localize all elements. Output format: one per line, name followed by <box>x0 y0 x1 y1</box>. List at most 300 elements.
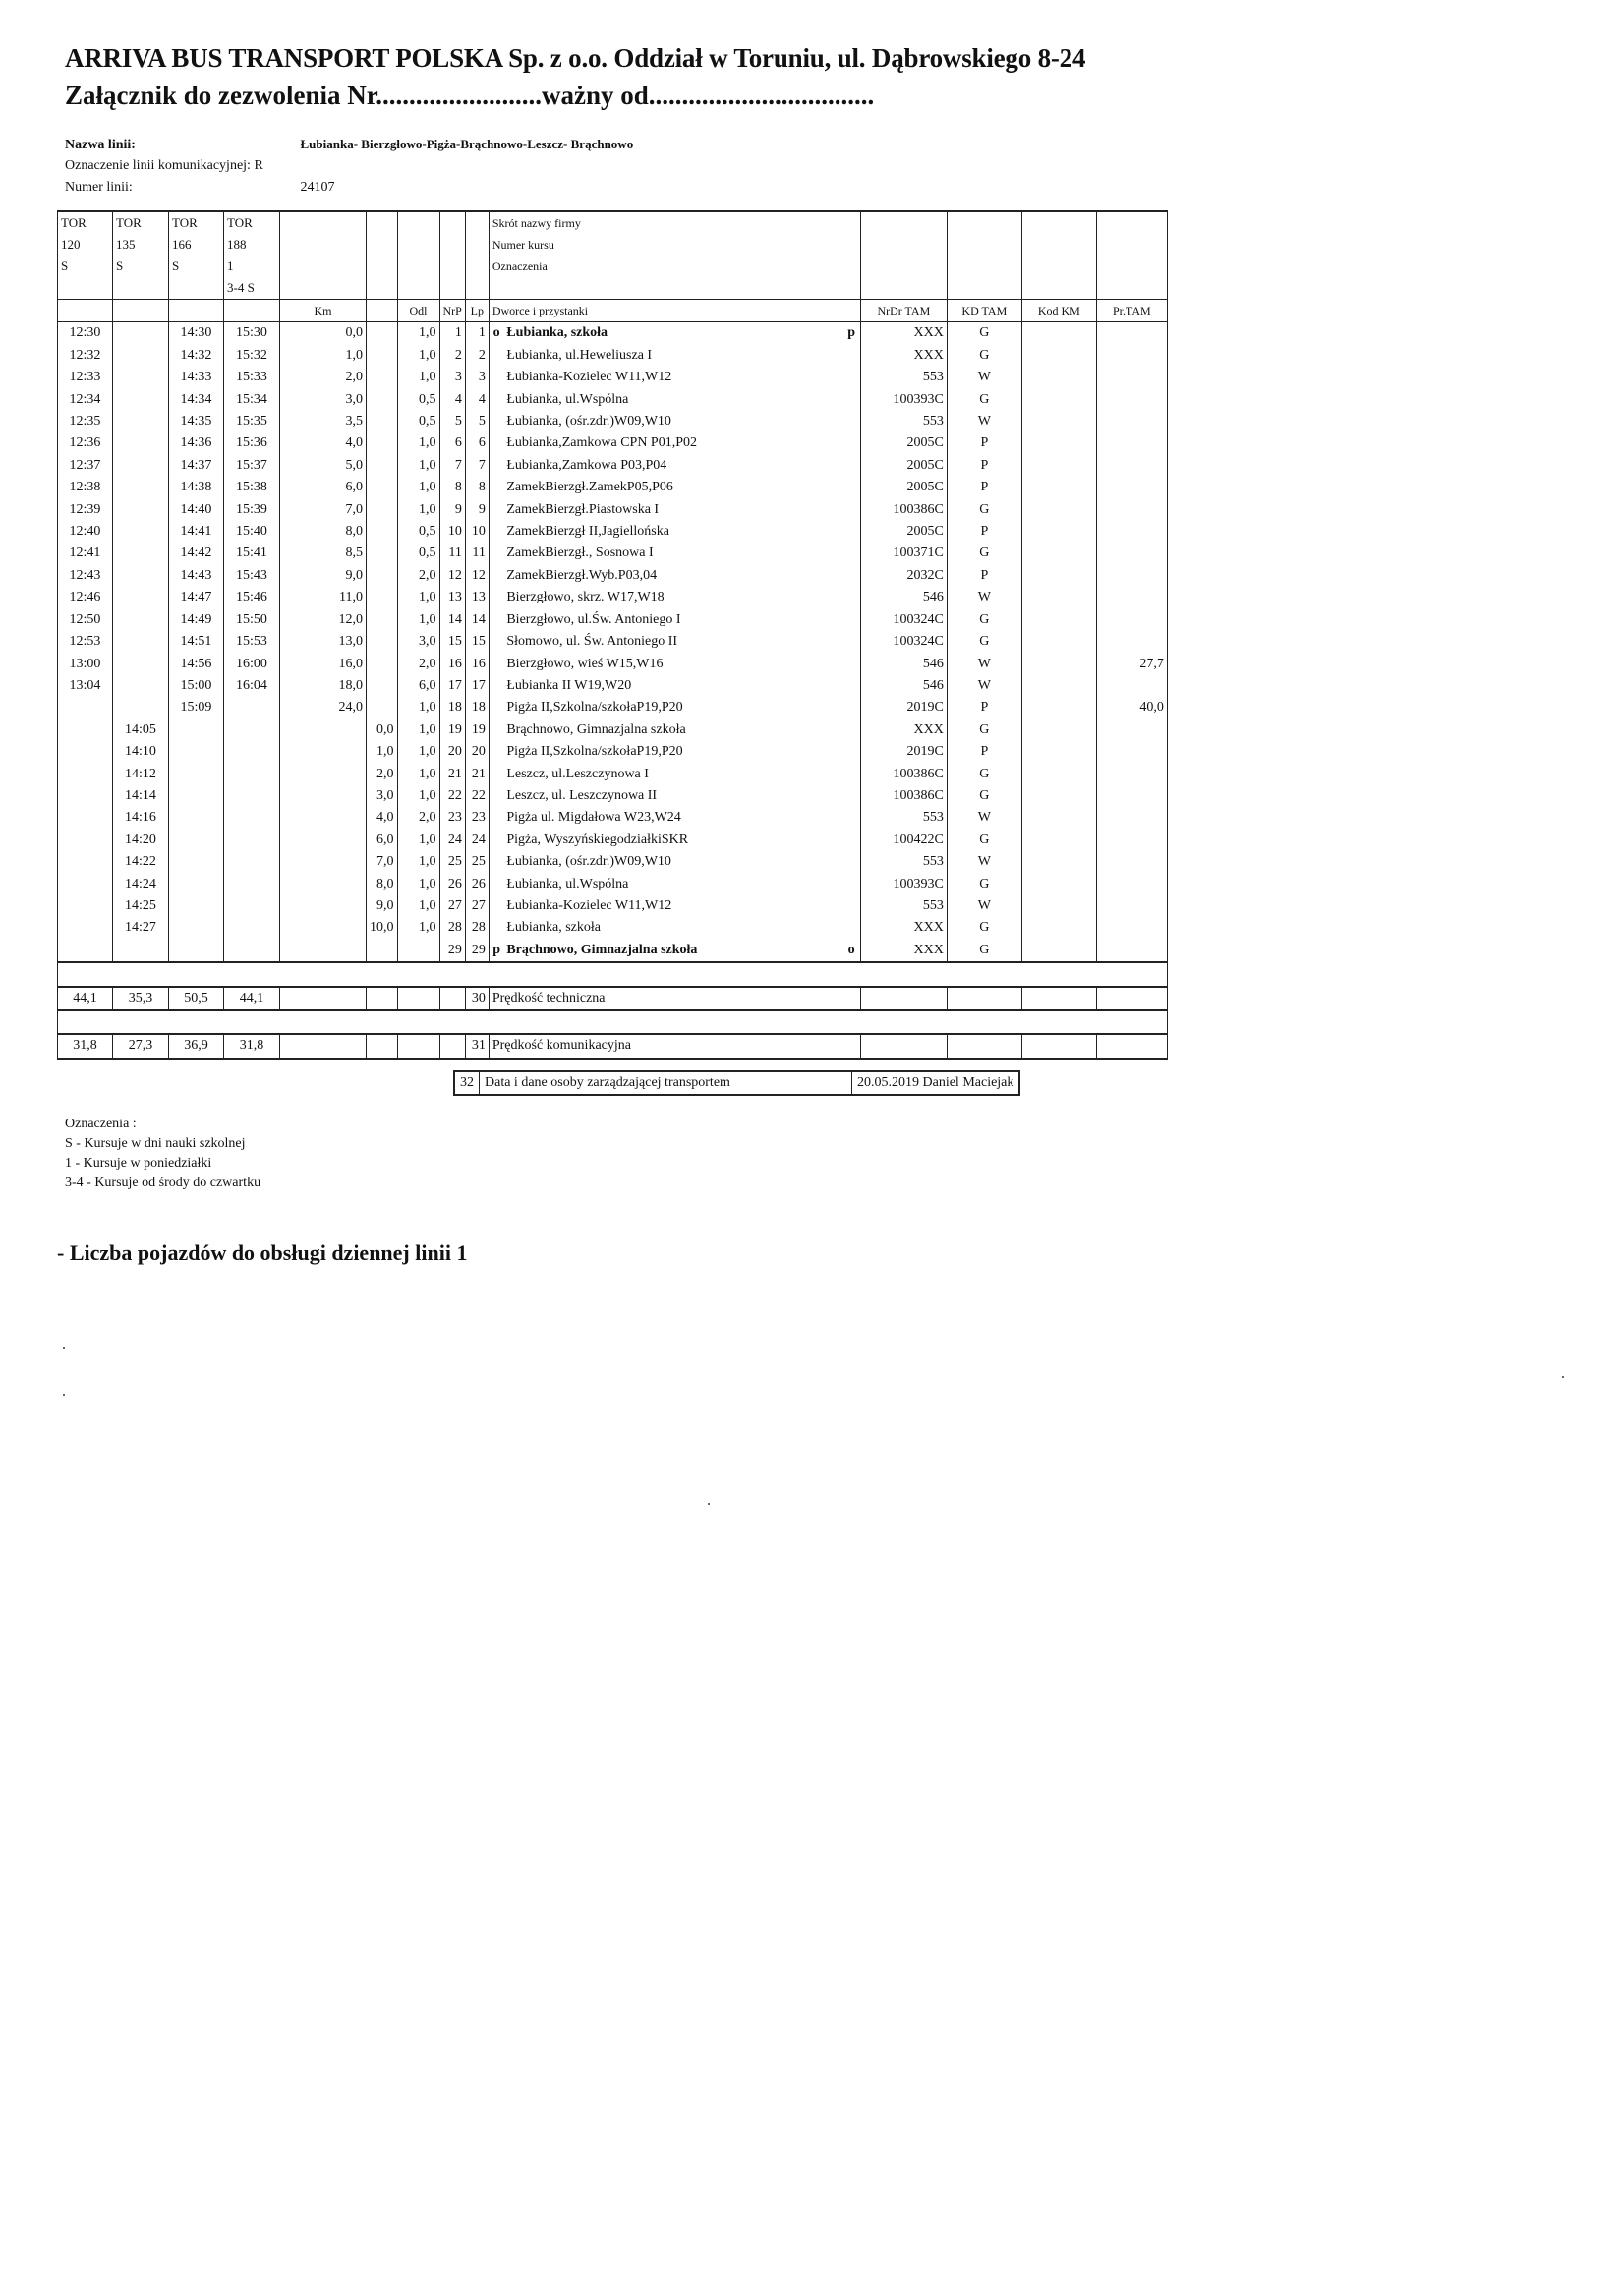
firm-info-header: Skrót nazwy firmy Numer kursu Oznaczenia <box>489 211 860 300</box>
pr-tam <box>1096 874 1167 895</box>
lp: 13 <box>465 587 489 608</box>
odl: 1,0 <box>397 851 439 873</box>
kod-km <box>1021 389 1096 411</box>
stop-mark-right <box>842 874 860 895</box>
pr-tam <box>1096 322 1167 345</box>
pr-tam: 40,0 <box>1096 697 1167 718</box>
line-name-label: Nazwa linii: <box>65 138 136 152</box>
km2 <box>367 477 398 498</box>
kd-tam: G <box>947 322 1021 345</box>
tor120-time: 12:30 <box>58 322 113 345</box>
speed-value: 44,1 <box>224 987 280 1010</box>
nrdr-tam: 546 <box>860 675 947 697</box>
kod-km <box>1021 785 1096 807</box>
nrdr-tam: 100386C <box>860 499 947 521</box>
nrp: 8 <box>439 477 465 498</box>
stop-mark-right <box>842 367 860 388</box>
nrp: 25 <box>439 851 465 873</box>
tor188-time <box>224 764 280 785</box>
timetable-row <box>58 741 1168 763</box>
tor188-time: 15:38 <box>224 477 280 498</box>
km2: 3,0 <box>367 785 398 807</box>
tor188-time: 15:30 <box>224 322 280 345</box>
tor135-time <box>113 940 169 962</box>
km <box>280 851 367 873</box>
line-number-label: Numer linii: <box>65 180 133 195</box>
tor166-time: 14:42 <box>169 543 224 564</box>
tor188-time: 16:00 <box>224 654 280 675</box>
nrdr-tam: 2005C <box>860 432 947 454</box>
pr-tam <box>1096 785 1167 807</box>
tor188-time: 15:53 <box>224 631 280 653</box>
stop-name: Bierzgłowo, ul.Św. Antoniego I <box>506 611 681 627</box>
tor188-time <box>224 895 280 917</box>
tor188-time: 16:04 <box>224 675 280 697</box>
tor135-time <box>113 565 169 587</box>
kod-km <box>1021 675 1096 697</box>
odl: 1,0 <box>397 830 439 851</box>
tor135-time: 14:10 <box>113 741 169 763</box>
col-stops: Dworce i przystanki <box>489 300 860 322</box>
odl: 1,0 <box>397 432 439 454</box>
odl: 1,0 <box>397 477 439 498</box>
nrdr-tam: 553 <box>860 411 947 432</box>
km: 0,0 <box>280 322 367 345</box>
timetable-row <box>58 367 1168 388</box>
kod-km <box>1021 874 1096 895</box>
tor166-time: 14:32 <box>169 345 224 367</box>
stop-mark-right <box>842 851 860 873</box>
tor188-time: 15:46 <box>224 587 280 608</box>
kod-km <box>1021 609 1096 631</box>
timetable-body <box>58 211 1168 1059</box>
stop-mark-left <box>489 432 503 454</box>
kd-tam: P <box>947 565 1021 587</box>
stop-mark-right <box>842 587 860 608</box>
kod-km <box>1021 521 1096 543</box>
stop-mark-left <box>489 785 503 807</box>
stop-mark-left <box>489 521 503 543</box>
odl: 1,0 <box>397 764 439 785</box>
nrp: 14 <box>439 609 465 631</box>
kod-km <box>1021 764 1096 785</box>
stop-name: ZamekBierzgł II,Jagiellońska <box>506 524 669 540</box>
lp: 26 <box>465 874 489 895</box>
odl: 1,0 <box>397 917 439 939</box>
tor135-time: 14:27 <box>113 917 169 939</box>
km: 11,0 <box>280 587 367 608</box>
timetable-row <box>58 322 1168 345</box>
stop-mark-right <box>842 895 860 917</box>
lp: 5 <box>465 411 489 432</box>
tor135-time <box>113 345 169 367</box>
nrdr-tam: 100393C <box>860 389 947 411</box>
nrdr-tam: XXX <box>860 940 947 962</box>
timetable-row <box>58 389 1168 411</box>
pr-tam <box>1096 675 1167 697</box>
timetable-row <box>58 895 1168 917</box>
tor135-time <box>113 631 169 653</box>
date-row-label: Data i dane osoby zarządzającej transportem <box>480 1072 852 1094</box>
km: 12,0 <box>280 609 367 631</box>
tor188-time: 15:50 <box>224 609 280 631</box>
nrdr-tam: 100324C <box>860 609 947 631</box>
kod-km <box>1021 367 1096 388</box>
odl: 1,0 <box>397 345 439 367</box>
lp: 1 <box>465 322 489 345</box>
odl: 6,0 <box>397 675 439 697</box>
stop-mark-left <box>489 477 503 498</box>
km2 <box>367 675 398 697</box>
tor120-time: 12:33 <box>58 367 113 388</box>
nrp: 29 <box>439 940 465 962</box>
kod-km <box>1021 830 1096 851</box>
stop-mark-right <box>842 477 860 498</box>
km2 <box>367 940 398 962</box>
timetable-row <box>58 631 1168 653</box>
lp: 15 <box>465 631 489 653</box>
kod-km <box>1021 543 1096 564</box>
stop-mark-right <box>842 345 860 367</box>
timetable-row <box>58 764 1168 785</box>
km2 <box>367 367 398 388</box>
tor188-time <box>224 874 280 895</box>
odl: 1,0 <box>397 697 439 718</box>
speed-value: 31,8 <box>58 1034 113 1058</box>
km2 <box>367 609 398 631</box>
stop-mark-right <box>842 543 860 564</box>
column-header-row <box>58 300 1168 322</box>
line-number-value: 24107 <box>300 180 335 195</box>
line-mark-value: R <box>254 158 263 173</box>
nrp: 4 <box>439 389 465 411</box>
kod-km <box>1021 587 1096 608</box>
timetable-row <box>58 521 1168 543</box>
tor135-time <box>113 697 169 718</box>
kd-tam: G <box>947 389 1021 411</box>
km: 24,0 <box>280 697 367 718</box>
kod-km <box>1021 455 1096 477</box>
timetable-row <box>58 940 1168 962</box>
stop-mark-left <box>489 587 503 608</box>
km: 2,0 <box>280 367 367 388</box>
stop-mark-left <box>489 697 503 718</box>
stop-name: Pigża II,Szkolna/szkołaP19,P20 <box>506 700 683 716</box>
km <box>280 807 367 829</box>
kod-km <box>1021 432 1096 454</box>
tor120-time: 12:32 <box>58 345 113 367</box>
tor120-time <box>58 830 113 851</box>
tor120-time: 13:00 <box>58 654 113 675</box>
stop-name: Łubianka, szkoła <box>506 325 608 341</box>
kd-tam: W <box>947 411 1021 432</box>
km: 3,5 <box>280 411 367 432</box>
timetable-row <box>58 697 1168 718</box>
kd-tam: P <box>947 697 1021 718</box>
stop-mark-left <box>489 411 503 432</box>
km2: 1,0 <box>367 741 398 763</box>
km2 <box>367 654 398 675</box>
nrp: 26 <box>439 874 465 895</box>
scan-speck <box>708 1503 710 1505</box>
kd-tam: W <box>947 807 1021 829</box>
timetable-row <box>58 830 1168 851</box>
lp: 4 <box>465 389 489 411</box>
lp: 3 <box>465 367 489 388</box>
lp: 23 <box>465 807 489 829</box>
odl: 0,5 <box>397 411 439 432</box>
nrp: 27 <box>439 895 465 917</box>
nrp: 21 <box>439 764 465 785</box>
timetable-row <box>58 785 1168 807</box>
km2: 8,0 <box>367 874 398 895</box>
col-lp: Lp <box>465 300 489 322</box>
tor188-time: 15:41 <box>224 543 280 564</box>
odl: 1,0 <box>397 322 439 345</box>
stop-name: Łubianka, ul.Wspólna <box>506 876 629 891</box>
nrp: 22 <box>439 785 465 807</box>
tor166-time: 14:40 <box>169 499 224 521</box>
lp: 7 <box>465 455 489 477</box>
timetable-row <box>58 543 1168 564</box>
tor135-time <box>113 521 169 543</box>
tor166-time <box>169 895 224 917</box>
stop-mark-right <box>842 565 860 587</box>
kd-tam: G <box>947 940 1021 962</box>
tor166-time: 14:36 <box>169 432 224 454</box>
tor-header-row <box>58 211 1168 300</box>
lp: 24 <box>465 830 489 851</box>
tor166-time: 14:38 <box>169 477 224 498</box>
kod-km <box>1021 895 1096 917</box>
kod-km <box>1021 851 1096 873</box>
nrdr-tam: 553 <box>860 807 947 829</box>
stop-mark-left <box>489 345 503 367</box>
stop-mark-left <box>489 631 503 653</box>
vehicle-count-note: - Liczba pojazdów do obsługi dziennej linii 1 <box>57 1240 468 1265</box>
kod-km <box>1021 654 1096 675</box>
timetable-row <box>58 609 1168 631</box>
timetable <box>57 210 1168 1060</box>
nrdr-tam: 100371C <box>860 543 947 564</box>
lp: 12 <box>465 565 489 587</box>
lp: 21 <box>465 764 489 785</box>
tor135-time: 14:25 <box>113 895 169 917</box>
odl: 2,0 <box>397 565 439 587</box>
stop-name: ZamekBierzgł.Wyb.P03,04 <box>506 567 658 583</box>
tor188-time <box>224 697 280 718</box>
kd-tam: W <box>947 367 1021 388</box>
stop-mark-left <box>489 543 503 564</box>
tor188-time: 15:43 <box>224 565 280 587</box>
speed-row-number: 30 <box>465 987 489 1010</box>
scan-speck <box>63 1394 65 1396</box>
kod-km <box>1021 477 1096 498</box>
nrp: 19 <box>439 719 465 741</box>
odl: 1,0 <box>397 785 439 807</box>
km <box>280 940 367 962</box>
speed-value: 36,9 <box>169 1034 224 1058</box>
stop-mark-right: o <box>842 940 860 962</box>
stop-mark-left <box>489 389 503 411</box>
timetable-row <box>58 411 1168 432</box>
odl: 1,0 <box>397 895 439 917</box>
tor120-time: 12:53 <box>58 631 113 653</box>
stop-mark-left <box>489 830 503 851</box>
lp: 18 <box>465 697 489 718</box>
odl <box>397 940 439 962</box>
stop-mark-right <box>842 764 860 785</box>
line-mark-row <box>65 155 633 177</box>
km: 6,0 <box>280 477 367 498</box>
lp: 16 <box>465 654 489 675</box>
km: 16,0 <box>280 654 367 675</box>
tor188-time <box>224 917 280 939</box>
stop-mark-left <box>489 654 503 675</box>
kod-km <box>1021 565 1096 587</box>
stop-name: Łubianka II W19,W20 <box>506 677 632 693</box>
km: 4,0 <box>280 432 367 454</box>
timetable-row <box>58 477 1168 498</box>
stop-mark-right <box>842 499 860 521</box>
speed-value: 44,1 <box>58 987 113 1010</box>
stop-name: Łubianka, ul.Heweliusza I <box>506 347 653 363</box>
tor188-time: 15:40 <box>224 521 280 543</box>
km2 <box>367 565 398 587</box>
tor166-time: 14:41 <box>169 521 224 543</box>
date-row-number: 32 <box>455 1072 480 1094</box>
tor166-time: 14:35 <box>169 411 224 432</box>
km <box>280 874 367 895</box>
nrdr-tam: 100324C <box>860 631 947 653</box>
stop-mark-right <box>842 432 860 454</box>
stop-mark-right <box>842 521 860 543</box>
col-prtam: Pr.TAM <box>1096 300 1167 322</box>
tor166-time: 14:37 <box>169 455 224 477</box>
pr-tam <box>1096 719 1167 741</box>
legend-title: Oznaczenia : <box>65 1117 137 1131</box>
transport-manager-box <box>453 1070 1020 1096</box>
km <box>280 895 367 917</box>
line-name-value: Łubianka- Bierzgłowo-Pigża-Brąchnowo-Leszcz- Brąchnowo <box>300 137 634 151</box>
nrdr-tam: 100422C <box>860 830 947 851</box>
kod-km <box>1021 807 1096 829</box>
nrdr-tam: 2005C <box>860 521 947 543</box>
stop-name: Łubianka,Zamkowa CPN P01,P02 <box>506 435 697 451</box>
lp: 14 <box>465 609 489 631</box>
km2 <box>367 322 398 345</box>
odl: 1,0 <box>397 499 439 521</box>
stop-name: ZamekBierzgł., Sosnowa I <box>506 545 654 561</box>
km2: 9,0 <box>367 895 398 917</box>
pr-tam <box>1096 345 1167 367</box>
tor120-time: 12:50 <box>58 609 113 631</box>
tor166-time <box>169 851 224 873</box>
col-nrp: NrP <box>439 300 465 322</box>
col-kd: KD TAM <box>947 300 1021 322</box>
tor120-time: 13:04 <box>58 675 113 697</box>
km2: 6,0 <box>367 830 398 851</box>
speed-row-number: 31 <box>465 1034 489 1058</box>
nrdr-tam: XXX <box>860 719 947 741</box>
stop-name: Łubianka, szkoła <box>506 920 601 936</box>
stop-name: Pigża, WyszyńskiegodziałkiSKR <box>506 832 689 847</box>
timetable-row <box>58 587 1168 608</box>
tor135-time <box>113 587 169 608</box>
km2: 7,0 <box>367 851 398 873</box>
tor120-time: 12:41 <box>58 543 113 564</box>
stop-name: Łubianka-Kozielec W11,W12 <box>506 370 672 385</box>
speed-value: 50,5 <box>169 987 224 1010</box>
stop-mark-left <box>489 895 503 917</box>
lp: 25 <box>465 851 489 873</box>
kd-tam: W <box>947 895 1021 917</box>
tor135-time: 14:24 <box>113 874 169 895</box>
pr-tam <box>1096 543 1167 564</box>
tor188-time: 15:33 <box>224 367 280 388</box>
odl: 1,0 <box>397 587 439 608</box>
stop-mark-left <box>489 764 503 785</box>
kd-tam: G <box>947 543 1021 564</box>
tor166-time: 15:09 <box>169 697 224 718</box>
lp: 10 <box>465 521 489 543</box>
stop-name: Bierzgłowo, wieś W15,W16 <box>506 656 664 671</box>
nrp: 15 <box>439 631 465 653</box>
kod-km <box>1021 917 1096 939</box>
pr-tam <box>1096 411 1167 432</box>
pr-tam <box>1096 455 1167 477</box>
stop-name: ZamekBierzgł.Piastowska I <box>506 501 660 517</box>
tor120-time <box>58 807 113 829</box>
nrp: 20 <box>439 741 465 763</box>
pr-tam <box>1096 432 1167 454</box>
kod-km <box>1021 499 1096 521</box>
stop-mark-left <box>489 741 503 763</box>
tor135-time <box>113 609 169 631</box>
speed-row-label: Prędkość komunikacyjna <box>489 1034 860 1058</box>
nrdr-tam: 546 <box>860 654 947 675</box>
nrdr-tam: 2019C <box>860 697 947 718</box>
stop-mark-left <box>489 609 503 631</box>
stop-mark-right <box>842 719 860 741</box>
tor120-time: 12:36 <box>58 432 113 454</box>
km <box>280 830 367 851</box>
tor166-time: 14:56 <box>169 654 224 675</box>
kd-tam: G <box>947 917 1021 939</box>
stop-mark-right <box>842 654 860 675</box>
pr-tam <box>1096 807 1167 829</box>
lp: 8 <box>465 477 489 498</box>
stop-name: Łubianka, (ośr.zdr.)W09,W10 <box>506 854 671 870</box>
tor166-time: 14:34 <box>169 389 224 411</box>
km <box>280 917 367 939</box>
nrp: 18 <box>439 697 465 718</box>
tor166-time: 14:33 <box>169 367 224 388</box>
col-km: Km <box>280 300 367 322</box>
stop-mark-right <box>842 917 860 939</box>
nrdr-tam: 546 <box>860 587 947 608</box>
nrp: 9 <box>439 499 465 521</box>
kd-tam: W <box>947 851 1021 873</box>
timetable-row <box>58 565 1168 587</box>
tor120-time: 12:43 <box>58 565 113 587</box>
nrdr-tam: XXX <box>860 322 947 345</box>
km: 13,0 <box>280 631 367 653</box>
timetable-row <box>58 851 1168 873</box>
pr-tam <box>1096 830 1167 851</box>
lp: 9 <box>465 499 489 521</box>
tor135-time: 14:05 <box>113 719 169 741</box>
